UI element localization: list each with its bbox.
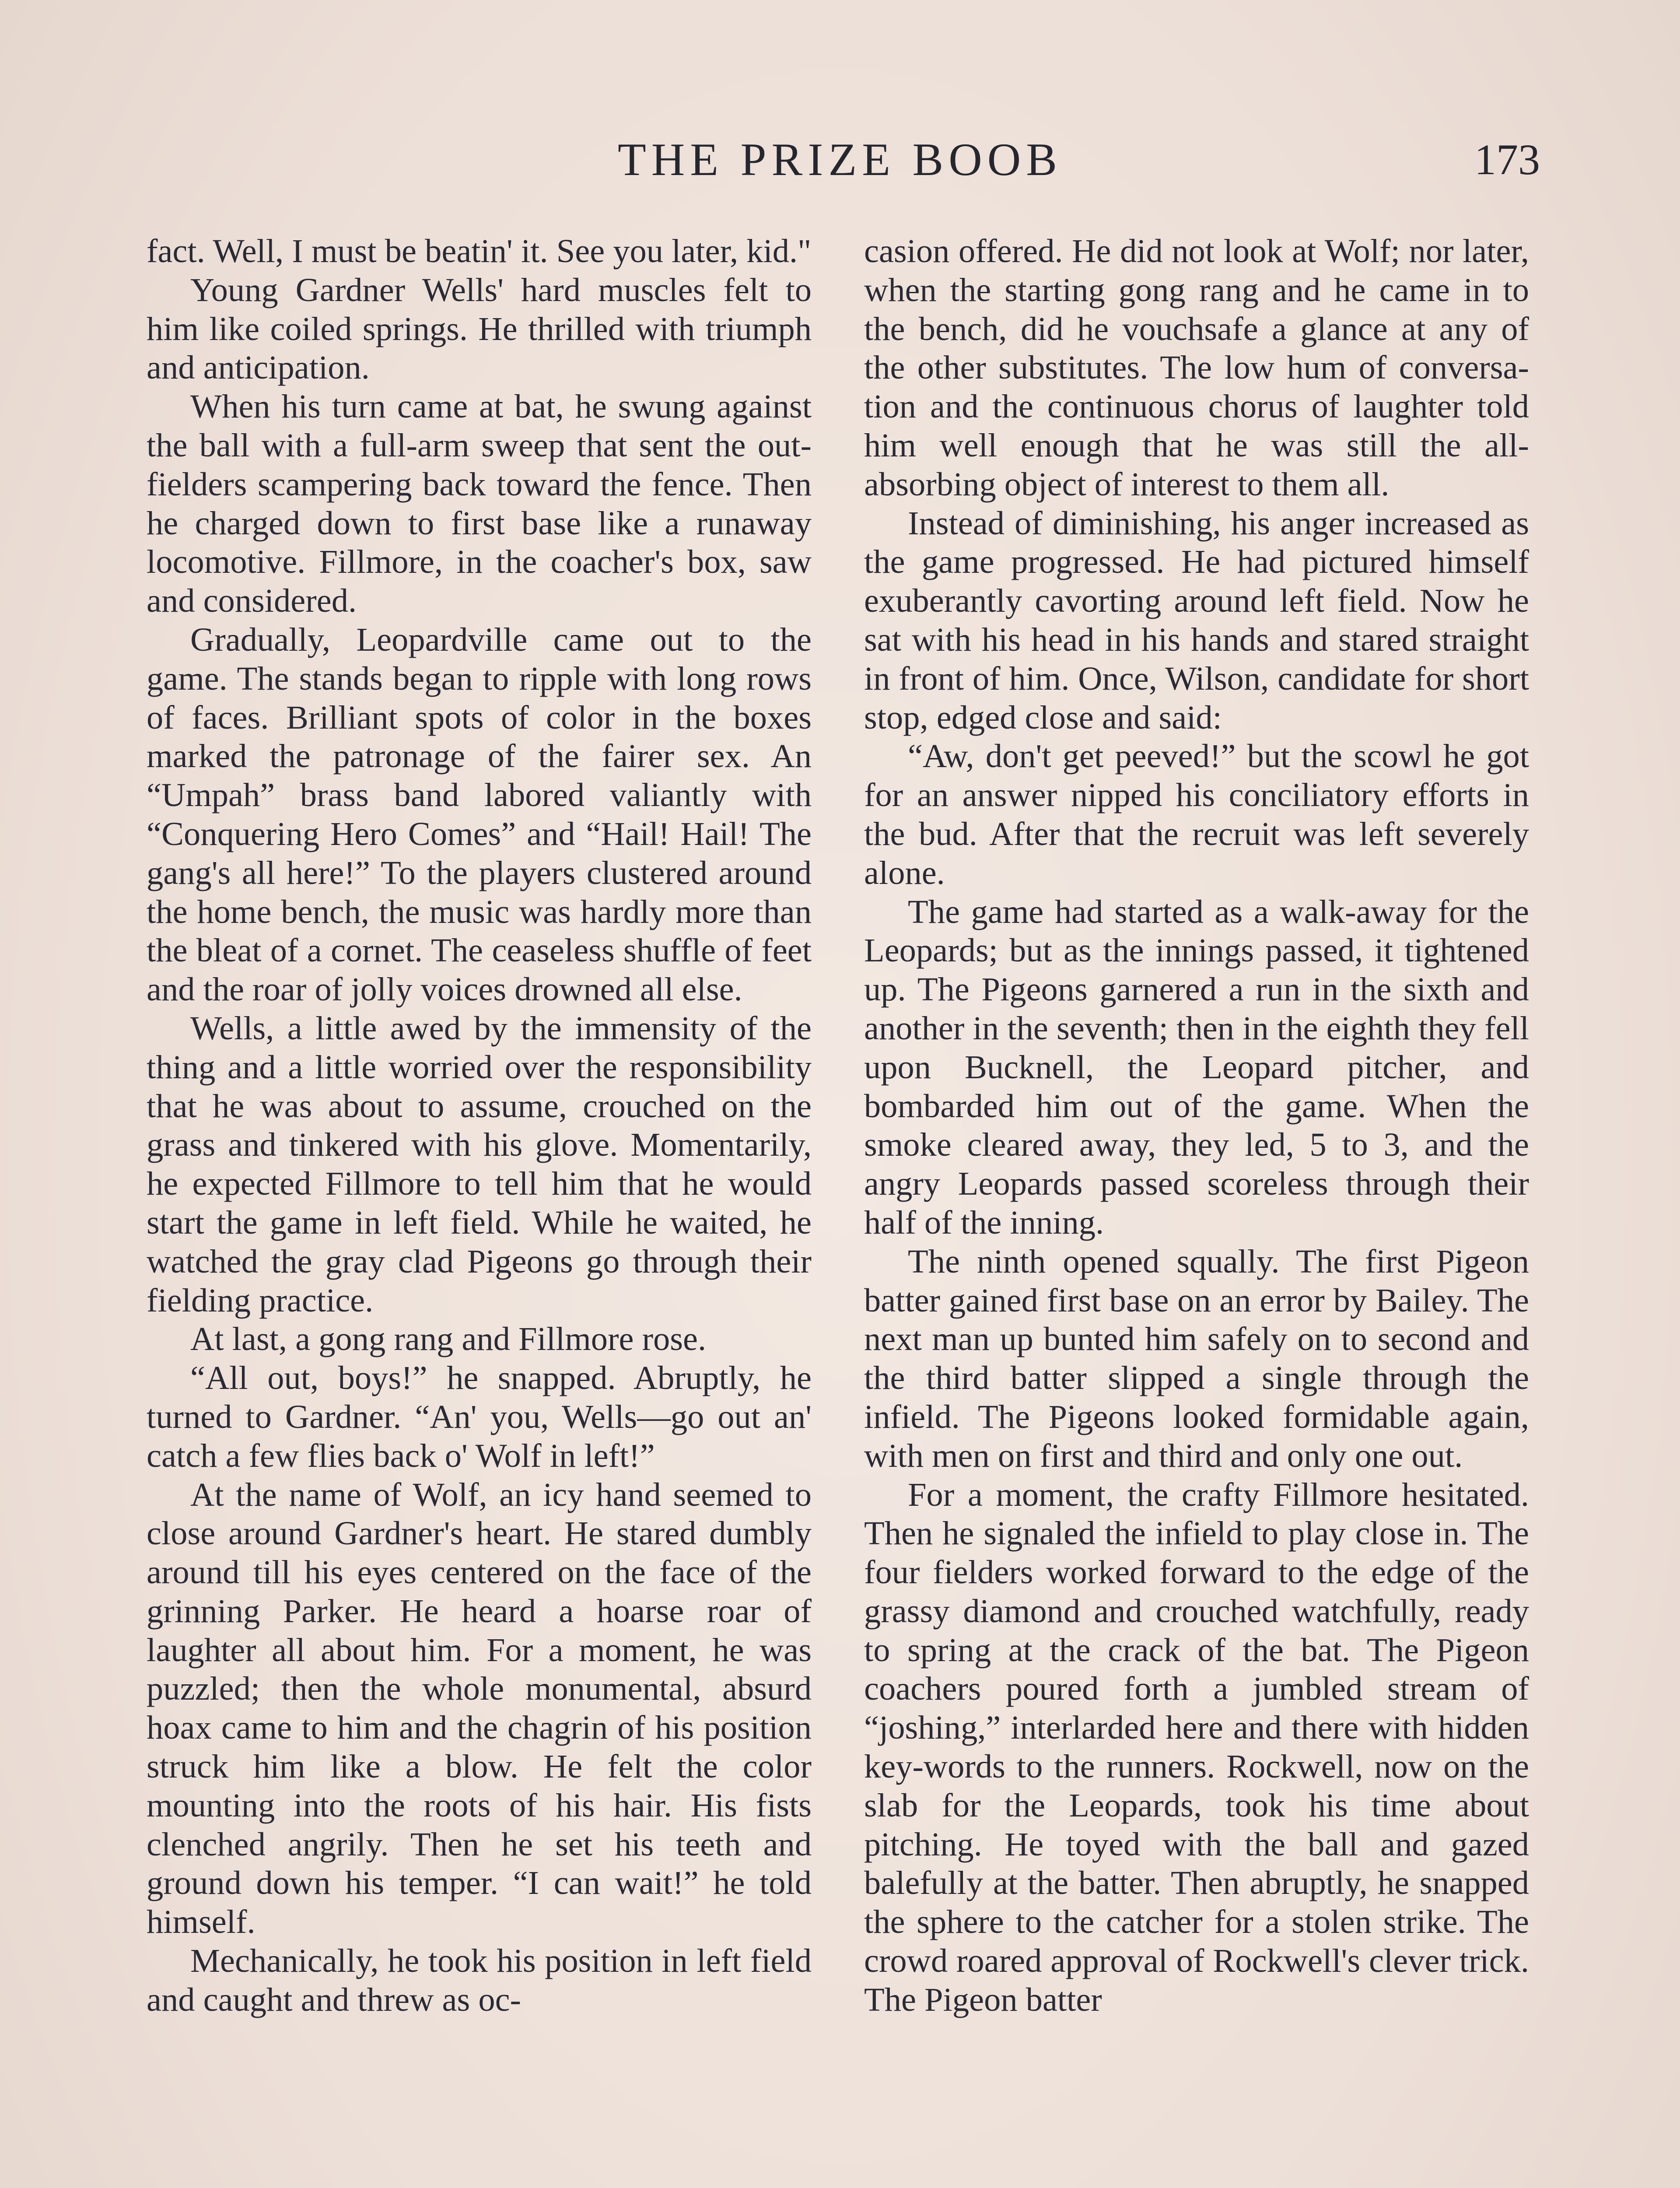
running-head (131, 127, 1549, 193)
paragraph: The game had started as a walk-away for the Leopards; but as the innings passed, it tightened up. The Pigeons garnered a run in the sixth and another in the seventh; then in the eighth they fell upon Bucknell, the Leopard pitcher, and bombarded him out of the game. When the smoke cleared away, they led, 5 to 3, and the angry Leopards passed scoreless through their half of the inning. (864, 893, 1529, 1241)
paragraph: When his turn came at bat, he swung against the ball with a full-arm sweep that sent the out-fielders scampering back toward the fence. Then he charged down to first base like a runaway locomotive. Fillmore, in the coacher's box, saw and considered. (147, 388, 812, 620)
paragraph: casion offered. He did not look at Wolf; nor later, when the starting gong rang and he came in to the bench, did he vouchsafe a glance at any of the other substitutes. The low hum of conversation and the continuous chorus of laughter told him well enough that he was still the all-absorbing object of interest to them all. (864, 232, 1529, 503)
paragraph: “Aw, don't get peeved!” but the scowl he got for an answer nipped his conciliatory efforts in the bud. After that the recruit was left severely alone. (864, 737, 1529, 891)
right-column (864, 232, 1529, 2020)
paragraph: Gradually, Leopardville came out to the game. The stands began to ripple with long rows of faces. Brilliant spots of color in the boxes marked the patronage of the fairer sex. An “Umpah” brass band labored valiantly with “Conquering Hero Comes” and “Hail! Hail! The gang's all here!” To the players clustered around the home bench, the music was hardly more than the bleat of a cornet. The ceaseless shuffle of feet and the roar of jolly voices drowned all else. (147, 621, 812, 1008)
paragraph: Young Gardner Wells' hard muscles felt to him like coiled springs. He thrilled with triumph and anticipation. (147, 271, 812, 386)
page-number: 173 (1474, 135, 1540, 184)
left-column (147, 232, 812, 2020)
paragraph: At the name of Wolf, an icy hand seemed to close around Gardner's heart. He stared dumbly around till his eyes centered on the face of the grinning Parker. He heard a hoarse roar of laughter all about him. For a moment, he was puzzled; then the whole monumental, absurd hoax came to him and the chagrin of his position struck him like a blow. He felt the color mounting into the roots of his hair. His fists clenched angrily. Then he set his teeth and ground down his temper. “I can wait!” he told himself. (147, 1476, 812, 1941)
paragraph: For a moment, the crafty Fillmore hesitated. Then he signaled the infield to play close in. The four fielders worked forward to the edge of the grassy diamond and crouched watchfully, ready to spring at the crack of the bat. The Pigeon coachers poured forth a jumbled stream of “joshing,” interlarded here and there with hidden key-words to the runners. Rockwell, now on the slab for the Leopards, took his time about pitching. He toyed with the ball and gazed balefully at the batter. Then abruptly, he snapped the sphere to the catcher for a stolen strike. The crowd roared approval of Rockwell's clever trick. The Pigeon batter (864, 1476, 1529, 2018)
paragraph: At last, a gong rang and Fillmore rose. (190, 1320, 707, 1358)
paragraph: The ninth opened squally. The first Pigeon batter gained first base on an error by Bailey. The next man up bunted him safely on to second and the third batter slipped a single through the infield. The Pigeons looked formidable again, with men on first and third and only one out. (864, 1242, 1529, 1474)
paragraph: Wells, a little awed by the immensity of the thing and a little worried over the responsibility that he was about to assume, crouched on the grass and tinkered with his glove. Momentarily, he expected Fillmore to tell him that he would start the game in left field. While he waited, he watched the gray clad Pigeons go through their fielding practice. (147, 1009, 812, 1319)
paragraph: fact. Well, I must be beatin' it. See you later, kid." (147, 232, 812, 270)
page-title: THE PRIZE BOOB (618, 134, 1062, 185)
paragraph: Instead of diminishing, his anger increased as the game progressed. He had pictured himself exuberantly cavorting around left field. Now he sat with his head in his hands and stared straight in front of him. Once, Wilson, candidate for short stop, edged close and said: (864, 504, 1529, 736)
paragraph: Mechanically, he took his position in left field and caught and threw as oc- (147, 1942, 812, 2018)
paragraph: “All out, boys!” he snapped. Abruptly, he turned to Gardner. “An' you, Wells—go out an' catch a few flies back o' Wolf in left!” (147, 1359, 812, 1474)
